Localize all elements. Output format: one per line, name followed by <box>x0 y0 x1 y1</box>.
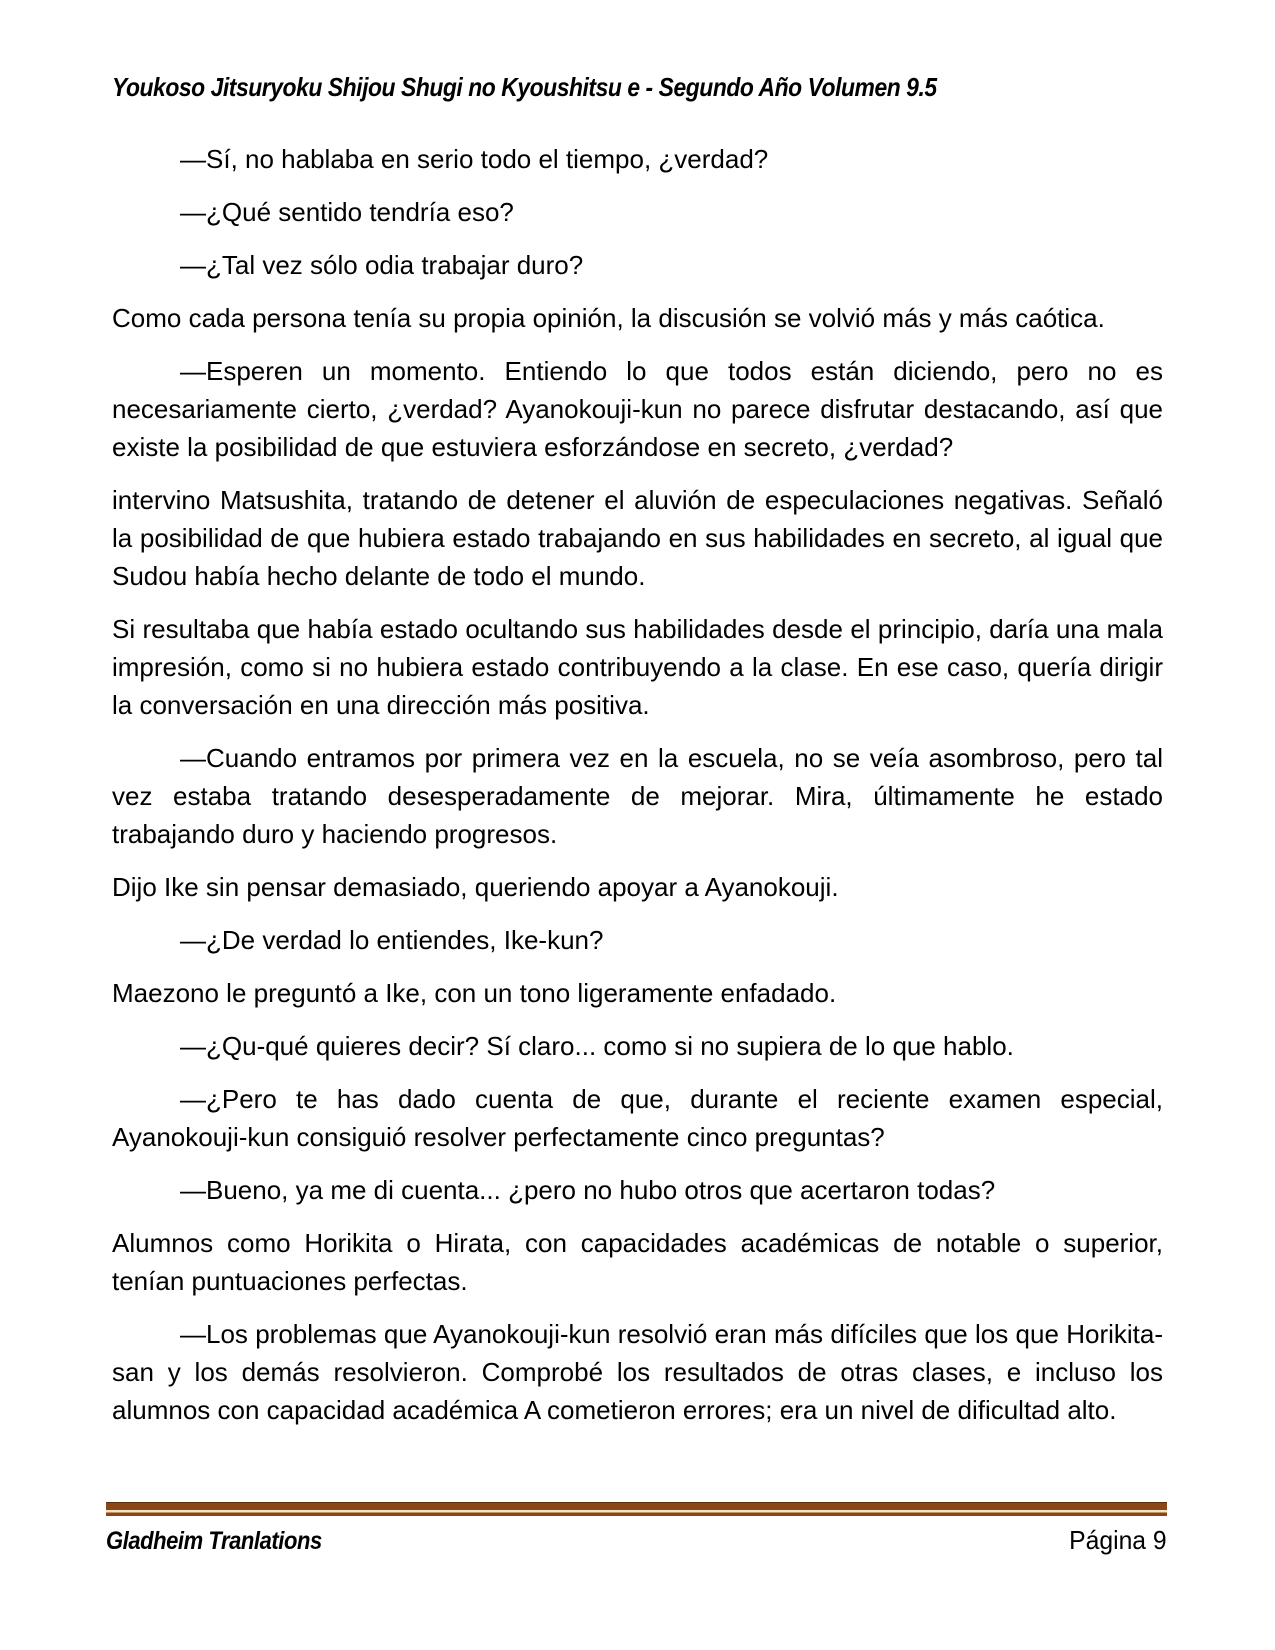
footer-divider <box>106 1502 1167 1516</box>
paragraph: —Los problemas que Ayanokouji-kun resolvió eran más difíciles que los que Horikita-san y los demás resolvieron. Comprobé los resultados de otras clases, e incluso los alumnos con capacidad académica A cometieron errores; era un nivel de dificultad alto. <box>112 1319 1163 1425</box>
paragraph: —Bueno, ya me di cuenta... ¿pero no hubo otros que acertaron todas? <box>180 1175 996 1205</box>
footer-row <box>106 1525 1167 1556</box>
paragraph: Alumnos como Horikita o Hirata, con capacidades académicas de notable o superior, tenían puntuaciones perfectas. <box>112 1228 1163 1296</box>
paragraph: —¿De verdad lo entiendes, Ike-kun? <box>180 925 604 955</box>
paragraph: —Cuando entramos por primera vez en la escuela, no se veía asombroso, pero tal vez estaba tratando desesperadamente de mejorar. Mira, últimamente he estado trabajando duro y haciendo progresos. <box>112 743 1163 849</box>
page-footer <box>106 1502 1167 1556</box>
paragraph: Maezono le preguntó a Ike, con un tono ligeramente enfadado. <box>112 978 837 1008</box>
paragraph: —¿Pero te has dado cuenta de que, durante el reciente examen especial, Ayanokouji-kun consiguió resolver perfectamente cinco preguntas? <box>112 1084 1163 1152</box>
header-title: Youkoso Jitsuryoku Shijou Shugi no Kyoushitsu e - Segundo Año Volumen 9.5 <box>112 72 937 102</box>
paragraph: Si resultaba que había estado ocultando sus habilidades desde el principio, daría una mala impresión, como si no hubiera estado contribuyendo a la clase. En ese caso, quería dirigir la conversación en una dirección más positiva. <box>112 614 1163 720</box>
paragraph: —Esperen un momento. Entiendo lo que todos están diciendo, pero no es necesariamente cierto, ¿verdad? Ayanokouji-kun no parece disfrutar destacando, así que existe la posibilidad de que estuviera esforzándose en secreto, ¿verdad? <box>112 356 1163 462</box>
paragraph: intervino Matsushita, tratando de detener el aluvión de especulaciones negativas. Señaló la posibilidad de que hubiera estado trabajando en sus habilidades en secreto, al igual que Sudou había hecho delante de todo el mundo. <box>112 485 1163 591</box>
page-number-label: Página <box>1069 1525 1147 1555</box>
paragraph: —¿Qué sentido tendría eso? <box>180 197 514 227</box>
paragraph: —¿Tal vez sólo odia trabajar duro? <box>180 250 584 280</box>
paragraph: Como cada persona tenía su propia opinión, la discusión se volvió más y más caótica. <box>112 303 1105 333</box>
document-body <box>112 140 1163 1444</box>
page-header <box>112 72 1163 103</box>
translator-credit: Gladheim Tranlations <box>106 1527 322 1555</box>
page-number-value: 9 <box>1153 1525 1167 1555</box>
page-number <box>1069 1525 1167 1556</box>
paragraph: —¿Qu-qué quieres decir? Sí claro... como si no supiera de lo que hablo. <box>180 1031 1014 1061</box>
paragraph: Dijo Ike sin pensar demasiado, queriendo apoyar a Ayanokouji. <box>112 872 839 902</box>
paragraph: —Sí, no hablaba en serio todo el tiempo, ¿verdad? <box>180 144 769 174</box>
